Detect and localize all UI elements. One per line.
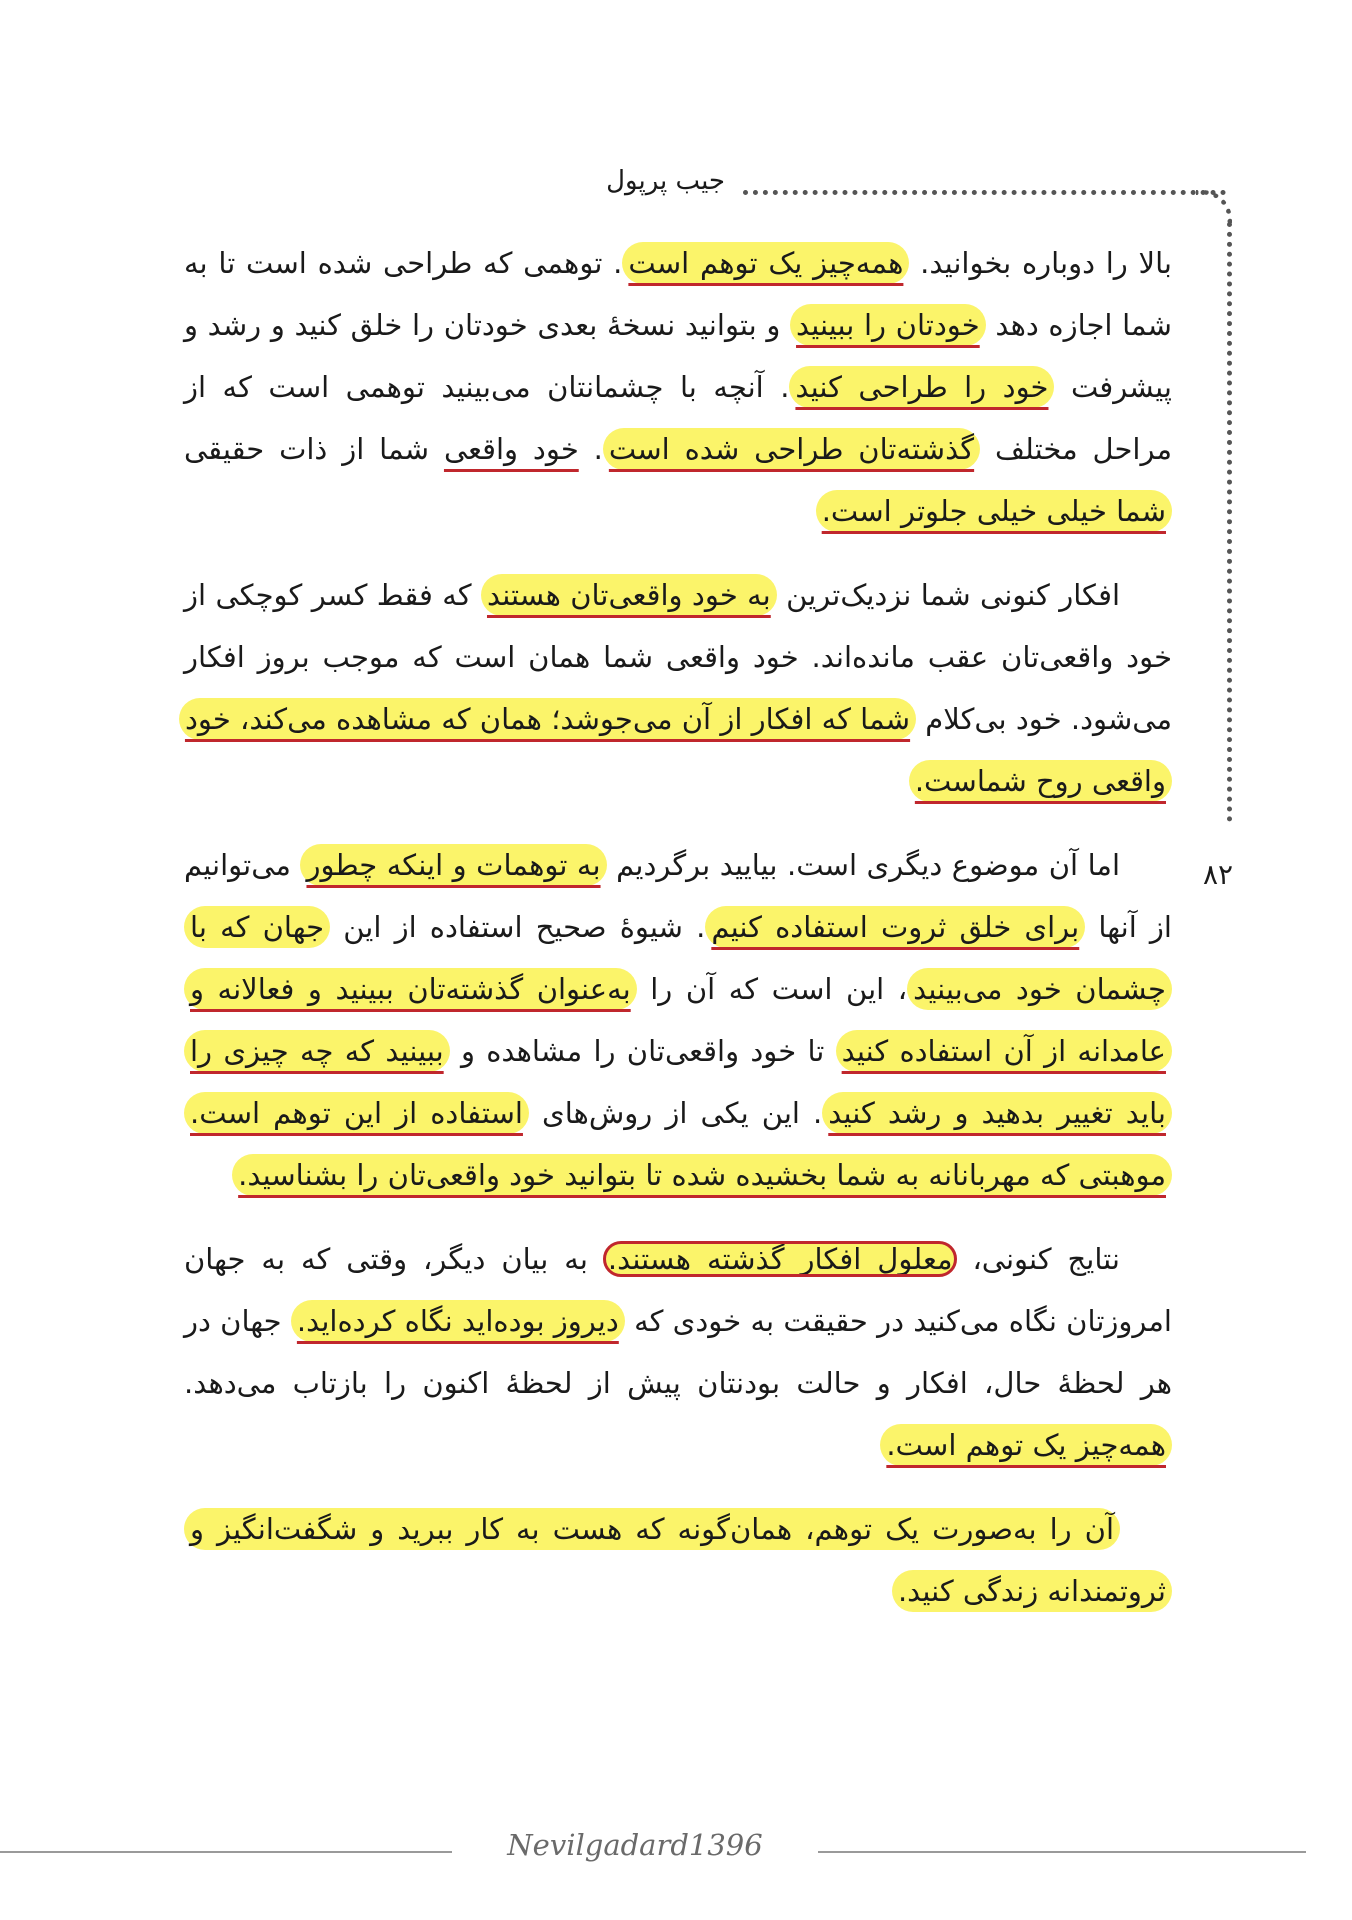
dotted-rule-horizontal: [743, 190, 1226, 195]
text-run: . شیوهٔ صحیح استفاده از این: [330, 910, 706, 944]
highlighted-text: خود را طراحی کنید: [789, 366, 1054, 408]
highlighted-text: دیروز بوده‌اید نگاه کرده‌اید.: [291, 1300, 625, 1342]
text-run: . این یکی از روش‌های: [528, 1096, 823, 1130]
highlighted-text: به توهمات و اینکه چطور: [300, 844, 606, 886]
dotted-rule-corner: [1196, 190, 1232, 226]
highlighted-text: آن را به‌صورت یک توهم، همان‌گونه که هست به کار ببرید و شگفت‌انگیز و ثروتمندانه زندگی کنید.: [184, 1508, 1172, 1612]
highlighted-text: استفاده از این توهم است. موهبتی که مهربانانه به شما بخشیده شده تا بتوانید خود واقعی‌تان را بشناسید.: [184, 1092, 1172, 1196]
highlighted-text: به‌عنوان گذشته‌تان ببینید و فعالانه و عامدانه از آن استفاده کنید: [184, 968, 1172, 1072]
highlighted-text: شما خیلی خیلی جلوتر است.: [816, 490, 1172, 532]
highlighted-text: جهان که با چشمان خود می‌بینید: [184, 906, 1172, 1010]
dotted-rule-vertical: [1227, 222, 1232, 822]
text-run: می‌توانیم از آنها: [184, 848, 1172, 944]
text-run: شما از ذات حقیقی: [184, 432, 444, 466]
text-run: که فقط کسر کوچکی از خود واقعی‌تان عقب مانده‌اند. خود واقعی شما همان است که موجب بروز افکار می‌شود. خود بی‌کلام: [184, 578, 1172, 736]
text-run: .: [578, 432, 603, 466]
text-run: خود واقعی: [443, 432, 579, 466]
paragraph: [184, 1228, 1172, 1476]
text-run: . آنچه با چشمانتان می‌بینید توهمی است که از مراحل مختلف: [184, 370, 1172, 466]
body-text: [184, 232, 1172, 1622]
text-run: تا خود واقعی‌تان را مشاهده و: [449, 1034, 836, 1068]
boxed-phrase: معلول افکار گذشته هستند.: [604, 1242, 957, 1276]
footer-rule-left: [0, 1851, 452, 1853]
highlighted-text: گذشته‌تان طراحی شده است: [603, 428, 980, 470]
text-run: و بتوانید نسخهٔ بعدی خودتان را خلق کنید و رشد و پیشرفت: [184, 308, 1172, 404]
paragraph: [184, 232, 1172, 542]
text-run: افکار کنونی شما نزدیک‌ترین: [776, 578, 1120, 612]
text-run: جهان در هر لحظهٔ حال، افکار و حالت بودنتان پیش از لحظهٔ اکنون را بازتاب می‌دهد.: [184, 1304, 1172, 1400]
paragraph: [184, 564, 1172, 812]
running-title: جیب پرپول: [606, 166, 725, 196]
paragraph: [184, 1498, 1172, 1622]
highlighted-text: شما که افکار از آن می‌جوشد؛ همان که مشاهده می‌کند، خود واقعی روح شماست.: [179, 698, 1172, 802]
highlighted-text: به خود واقعی‌تان هستند: [481, 574, 777, 616]
text-run: . توهمی که طراحی شده است تا به شما اجازه دهد: [184, 246, 1172, 342]
highlighted-text: برای خلق ثروت استفاده کنیم: [705, 906, 1085, 948]
highlighted-text: همه‌چیز یک توهم است.: [880, 1424, 1172, 1466]
text-run: به بیان دیگر، وقتی که به جهان امروزتان نگاه می‌کنید در حقیقت به خودی که: [184, 1242, 1172, 1338]
text-run: اما آن موضوع دیگری است. بیایید برگردیم: [606, 848, 1121, 882]
footer-watermark: Nevilgadard1396: [507, 1828, 763, 1862]
highlighted-text: خودتان را ببینید: [790, 304, 986, 346]
paragraph: [184, 834, 1172, 1206]
highlighted-text: ببینید که چه چیزی را باید تغییر بدهید و رشد کنید: [184, 1030, 1172, 1134]
text-run: ، این است که آن را: [636, 972, 908, 1006]
text-run: بالا را دوباره بخوانید.: [909, 246, 1173, 280]
text-run: نتایج کنونی،: [956, 1242, 1121, 1276]
highlighted-text: همه‌چیز یک توهم است: [622, 242, 909, 284]
footer-rule-right: [818, 1851, 1306, 1853]
page-number: ۸۲: [1203, 858, 1234, 891]
